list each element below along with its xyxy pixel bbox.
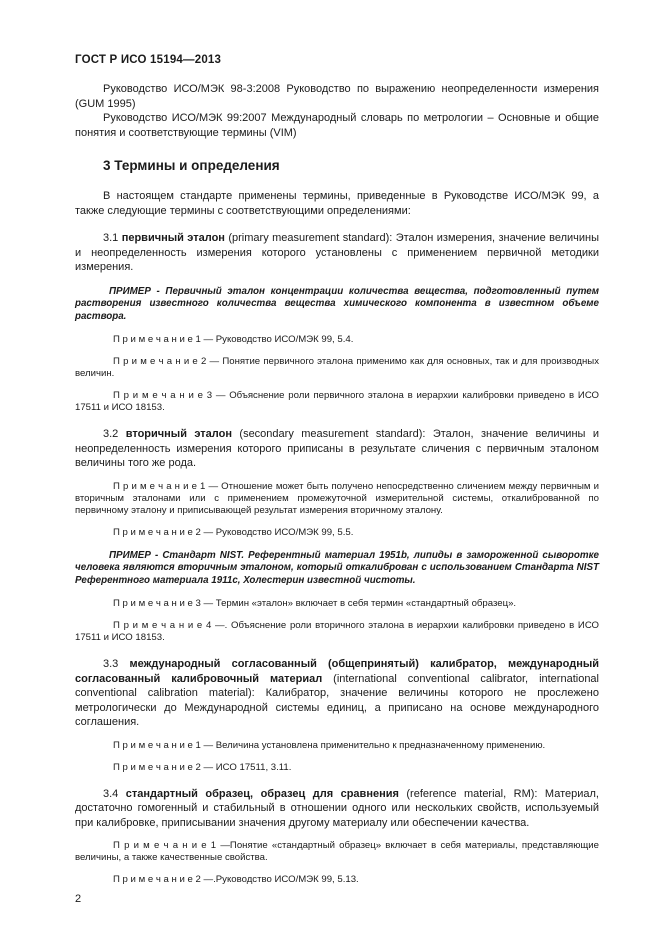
note-3-2-4: П р и м е ч а н и е 4 —. Объяснение роли вторичного эталона в иерархии калибровки приведено в ИСО 17511 и ИСО 18153. <box>75 620 599 643</box>
term-3-1-number: 3.1 <box>103 232 122 244</box>
term-3-2-name: вторичный эталон <box>125 428 240 440</box>
note-3-4-1: П р и м е ч а н и е 1 —Понятие «стандартный образец» включает в себя материалы, представляющие величины, а также качественные свойства. <box>75 840 599 863</box>
term-3-4-name: стандартный образец, образец для сравнения <box>125 787 407 800</box>
note-3-1-2: П р и м е ч а н и е 2 — Понятие первичного эталона применимо как для основных, так и для производных величин. <box>75 356 599 379</box>
note-3-4-2: П р и м е ч а н и е 2 —.Руководство ИСО/МЭК 99, 5.13. <box>113 874 359 885</box>
term-3-1-name: первичный эталон <box>121 232 229 244</box>
term-3-2 <box>75 427 599 471</box>
term-3-4-number: 3.4 <box>103 787 126 800</box>
page-number: 2 <box>75 893 82 905</box>
example-3-2: ПРИМЕР - Стандарт NIST. Референтный материал 1951b, липиды в замороженной сыворотке человека являются вторичным эталоном, который откалиброван с использованием Стандарта NIST Референтного материала 1911c, Холестерин известной чистоты. <box>75 549 599 586</box>
section-intro: В настоящем стандарте применены термины, приведенные в Руководстве ИСО/МЭК 99, а также следующие термины с соответствующими определениями: <box>75 190 599 217</box>
note-3-3-1: П р и м е ч а н и е 1 — Величина установлена применительно к предназначенному применению. <box>113 739 546 751</box>
note-3-1-3: П р и м е ч а н и е 3 — Объяснение роли первичного эталона в иерархии калибровки приведено в ИСО 17511 и ИСО 18153. <box>75 390 599 413</box>
note-3-3-2: П р и м е ч а н и е 2 — ИСО 17511, 3.11. <box>113 761 292 773</box>
term-3-3 <box>75 657 599 730</box>
section-heading: 3 Термины и определения <box>103 158 280 173</box>
reference-gum: Руководство ИСО/МЭК 98-3:2008 Руководство по выражению неопределенности измерения (GUM 1995) <box>75 83 599 110</box>
term-3-1 <box>75 231 599 275</box>
term-3-2-definition: (secondary measurement standard): Эталон, значение величины и неопределенность измерения которого приписаны в результате сличения с первичным эталоном величины того же рода. <box>75 428 599 469</box>
example-3-1: ПРИМЕР - Первичный эталон концентрации количества вещества, подготовленный путем растворения известного количества вещества химического компонента в известном объеме раствора. <box>75 285 599 322</box>
term-3-2-number: 3.2 <box>103 428 126 440</box>
document-code: ГОСТ Р ИСО 15194—2013 <box>75 54 222 66</box>
term-3-3-number: 3.3 <box>103 658 130 670</box>
term-3-4 <box>75 787 599 831</box>
term-3-3-definition: (international conventional calibrator, international conventional calibration material): Калибратор, значение величины которого не прослежено метрологически до Международной системы единиц, а приписано на основе международного соглашения. <box>75 672 599 728</box>
note-3-2-1: П р и м е ч а н и е 1 — Отношение может быть получено непосредственно сличением между первичным и вторичным эталонами или с применением промежуточной измерительной системы, откалиброванной по первичному эталону и приписывающей результат измерения вторичному эталону. <box>75 480 599 516</box>
term-3-4-definition: (reference material, RM): Материал, достаточно гомогенный и стабильный в отношении одного или нескольких свойств, используемый при калибровке, приписывании значения другому материалу или обеспечении качества. <box>75 787 599 829</box>
note-3-1-1: П р и м е ч а н и е 1 — Руководство ИСО/МЭК 99, 5.4. <box>113 334 354 345</box>
note-3-2-3: П р и м е ч а н и е 3 — Термин «эталон» включает в себя термин «стандартный образец». <box>113 598 517 609</box>
reference-vim: Руководство ИСО/МЭК 99:2007 Международный словарь по метрологии – Основные и общие понятия и соответствующие термины (VIM) <box>75 112 599 139</box>
note-3-2-2: П р и м е ч а н и е 2 — Руководство ИСО/МЭК 99, 5.5. <box>113 526 354 538</box>
term-3-3-name: международный согласованный (общепринятый) калибратор, международный согласованный калибровочный материал <box>75 658 599 685</box>
term-3-1-definition: (primary measurement standard): Эталон измерения, значение величины и неопределенность измерения которого установлены с применением первичной методики измерения. <box>75 232 599 273</box>
